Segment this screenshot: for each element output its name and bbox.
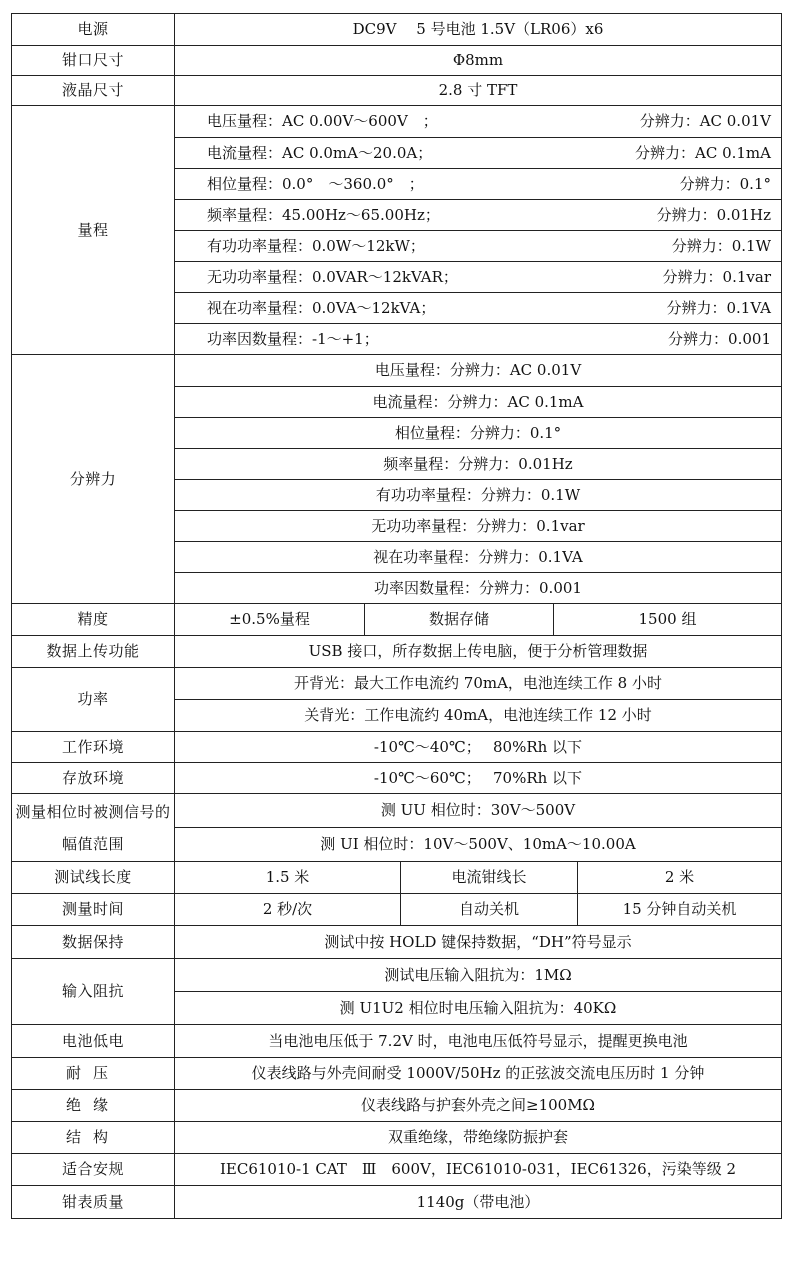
- structure-label: 结构: [12, 1122, 175, 1154]
- accuracy-label: 精度: [12, 604, 175, 636]
- range-item: [175, 138, 782, 169]
- auto-off-value: 15 分钟自动关机: [578, 894, 782, 926]
- storage-label: 数据存储: [365, 604, 554, 636]
- storage-value: 1500 组: [554, 604, 782, 636]
- range-label: 量程: [12, 106, 175, 355]
- spec-table: [11, 13, 782, 1219]
- resolution-item: 电流量程：分辨力：AC 0.1mA: [175, 387, 782, 418]
- resolution-label: 分辨力: [12, 355, 175, 604]
- range-row: [12, 106, 782, 138]
- row-jaw-size: [12, 46, 782, 76]
- row-storage-env: [12, 763, 782, 794]
- upload-value: USB 接口，所存数据上传电脑，便于分析管理数据: [175, 636, 782, 668]
- row-accuracy: [12, 604, 782, 636]
- row-measure-time: [12, 894, 782, 926]
- range-text: 频率量程：45.00Hz～65.00Hz；: [207, 205, 440, 224]
- row-data-hold: [12, 926, 782, 959]
- work-env-value: -10℃～40℃； 80%Rh 以下: [175, 732, 782, 763]
- range-resolution: 分辨力：0.1°: [679, 174, 771, 193]
- lead-length-label: 测试线长度: [12, 862, 175, 894]
- row-weight: [12, 1186, 782, 1219]
- resolution-item: 相位量程：分辨力：0.1°: [175, 418, 782, 449]
- range-item: [175, 293, 782, 324]
- insulation-value: 仪表线路与护套外壳之间≥100MΩ: [175, 1090, 782, 1122]
- lcd-size-value: 2.8 寸 TFT: [175, 76, 782, 106]
- phase-amp-row: [12, 794, 782, 828]
- lead-length-value: 1.5 米: [175, 862, 401, 894]
- storage-env-label: 存放环境: [12, 763, 175, 794]
- resolution-item: 视在功率量程：分辨力：0.1VA: [175, 542, 782, 573]
- phase-amp-label: 测量相位时被测信号的幅值范围: [12, 794, 175, 862]
- range-text: 功率因数量程：-1～+1；: [207, 329, 379, 348]
- range-resolution: 分辨力：0.1var: [662, 267, 771, 286]
- measure-time-label: 测量时间: [12, 894, 175, 926]
- storage-env-value: -10℃～60℃； 70%Rh 以下: [175, 763, 782, 794]
- row-structure: [12, 1122, 782, 1154]
- range-resolution: 分辨力：0.1W: [671, 236, 771, 255]
- low-battery-label: 电池低电: [12, 1025, 175, 1058]
- input-impedance-row: [12, 959, 782, 992]
- range-item: [175, 262, 782, 293]
- row-low-battery: [12, 1025, 782, 1058]
- range-resolution: 分辨力：0.1VA: [666, 298, 771, 317]
- range-item: [175, 231, 782, 262]
- weight-label: 钳表质量: [12, 1186, 175, 1219]
- range-resolution: 分辨力：0.001: [668, 329, 771, 348]
- data-hold-label: 数据保持: [12, 926, 175, 959]
- row-lcd-size: [12, 76, 782, 106]
- accuracy-value: ±0.5%量程: [175, 604, 365, 636]
- safety-value: IEC61010-1 CAT Ⅲ 600V，IEC61010-031，IEC61326，污染等级 2: [175, 1154, 782, 1186]
- row-power-source: [12, 14, 782, 46]
- power-row: [12, 668, 782, 700]
- range-text: 相位量程：0.0° ～360.0° ；: [207, 174, 424, 193]
- range-item: [175, 200, 782, 231]
- lcd-size-label: 液晶尺寸: [12, 76, 175, 106]
- resolution-item: 功率因数量程：分辨力：0.001: [175, 573, 782, 604]
- range-text: 电流量程：AC 0.0mA～20.0A；: [207, 143, 433, 162]
- power-item: 开背光：最大工作电流约 70mA，电池连续工作 8 小时: [175, 668, 782, 700]
- auto-off-label: 自动关机: [401, 894, 578, 926]
- data-hold-value: 测试中按 HOLD 键保持数据，“DH”符号显示: [175, 926, 782, 959]
- insulation-label: 绝缘: [12, 1090, 175, 1122]
- resolution-row: [12, 355, 782, 387]
- resolution-item: 频率量程：分辨力：0.01Hz: [175, 449, 782, 480]
- row-upload: [12, 636, 782, 668]
- phase-amp-item: 测 UU 相位时：30V～500V: [175, 794, 782, 828]
- row-insulation: [12, 1090, 782, 1122]
- range-text: 无功功率量程：0.0VAR～12kVAR；: [207, 267, 458, 286]
- power-source-value: DC9V 5 号电池 1.5V（LR06）x6: [175, 14, 782, 46]
- input-impedance-item: 测试电压输入阻抗为：1MΩ: [175, 959, 782, 992]
- work-env-label: 工作环境: [12, 732, 175, 763]
- range-resolution: 分辨力：AC 0.1mA: [635, 143, 771, 162]
- range-resolution: 分辨力：0.01Hz: [656, 205, 771, 224]
- power-source-label: 电源: [12, 14, 175, 46]
- low-battery-value: 当电池电压低于 7.2V 时，电池电压低符号显示，提醒更换电池: [175, 1025, 782, 1058]
- power-item: 关背光：工作电流约 40mA，电池连续工作 12 小时: [175, 700, 782, 732]
- clamp-length-label: 电流钳线长: [401, 862, 578, 894]
- row-lead-length: [12, 862, 782, 894]
- range-text: 电压量程：AC 0.00V～600V ；: [207, 112, 438, 130]
- jaw-size-value: Φ8mm: [175, 46, 782, 76]
- withstand-label: 耐压: [12, 1058, 175, 1090]
- resolution-item: 电压量程：分辨力：AC 0.01V: [175, 355, 782, 387]
- power-label: 功率: [12, 668, 175, 732]
- row-work-env: [12, 732, 782, 763]
- range-text: 视在功率量程：0.0VA～12kVA；: [207, 298, 436, 317]
- input-impedance-label: 输入阻抗: [12, 959, 175, 1025]
- measure-time-value: 2 秒/次: [175, 894, 401, 926]
- row-withstand: [12, 1058, 782, 1090]
- range-item: [175, 324, 782, 355]
- range-resolution: 分辨力：AC 0.01V: [639, 112, 771, 130]
- row-safety: [12, 1154, 782, 1186]
- range-item: [175, 106, 782, 138]
- withstand-value: 仪表线路与外壳间耐受 1000V/50Hz 的正弦波交流电压历时 1 分钟: [175, 1058, 782, 1090]
- jaw-size-label: 钳口尺寸: [12, 46, 175, 76]
- clamp-length-value: 2 米: [578, 862, 782, 894]
- spec-sheet: [11, 13, 781, 1219]
- range-item: [175, 169, 782, 200]
- safety-label: 适合安规: [12, 1154, 175, 1186]
- weight-value: 1140g（带电池）: [175, 1186, 782, 1219]
- resolution-item: 有功功率量程：分辨力：0.1W: [175, 480, 782, 511]
- structure-value: 双重绝缘，带绝缘防振护套: [175, 1122, 782, 1154]
- phase-amp-item: 测 UI 相位时：10V～500V、10mA～10.00A: [175, 828, 782, 862]
- upload-label: 数据上传功能: [12, 636, 175, 668]
- resolution-item: 无功功率量程：分辨力：0.1var: [175, 511, 782, 542]
- range-text: 有功功率量程：0.0W～12kW；: [207, 236, 425, 255]
- input-impedance-item: 测 U1U2 相位时电压输入阻抗为：40KΩ: [175, 992, 782, 1025]
